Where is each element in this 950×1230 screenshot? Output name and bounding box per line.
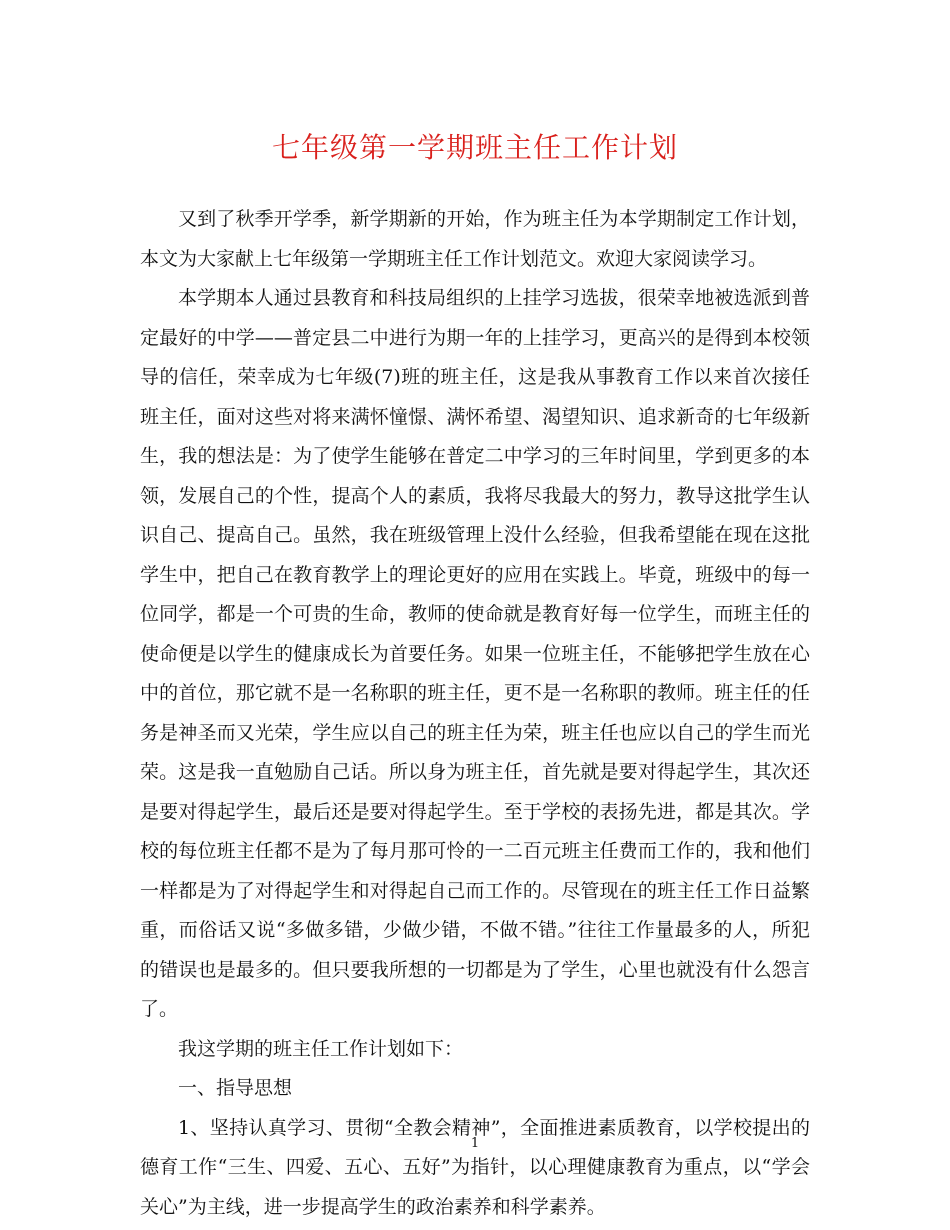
- paragraph-intro: 又到了秋季开学季，新学期新的开始，作为班主任为本学期制定工作计划，本文为大家献上七年级第一学期班主任工作计划范文。欢迎大家阅读学习。: [140, 208, 810, 270]
- paragraph-item-1: 1、坚持认真学习、贯彻“全教会精神”，全面推进素质教育，以学校提出的德育工作“三生、四爱、五心、五好”为指针，以心理健康教育为重点，以“学会关心”为主线，进一步提高学生的政治素养和科学素养。: [140, 1116, 810, 1218]
- document-body: [140, 200, 810, 1227]
- section-heading-guiding-ideology: 一、指导思想: [178, 1077, 293, 1099]
- paragraph-plan-lead: 我这学期的班主任工作计划如下：: [178, 1037, 464, 1060]
- page-number: 1: [470, 1136, 480, 1151]
- paragraph-main: 本学期本人通过县教育和科技局组织的上挂学习选拔，很荣幸地被选派到普定最好的中学——普定县二中进行为期一年的上挂学习，更高兴的是得到本校领导的信任，荣幸成为七年级(7)班的班主任，这是我从事教育工作以来首次接任班主任，面对这些对将来满怀憧憬、满怀希望、渴望知识、追求新奇的七年级新生，我的想法是：为了使学生能够在普定二中学习的三年时间里，学到更多的本领，发展自己的个性，提高个人的素质，我将尽我最大的努力，教导这批学生认识自己、提高自己。虽然，我在班级管理上没什么经验，但我希望能在现在这批学生中，把自己在教育教学上的理论更好的应用在实践上。毕竟，班级中的每一位同学，都是一个可贵的生命，教师的使命就是教育好每一位学生，而班主任的使命便是以学生的健康成长为首要任务。如果一位班主任，不能够把学生放在心中的首位，那它就不是一名称职的班主任，更不是一名称职的教师。班主任的任务是神圣而又光荣，学生应以自己的班主任为荣，班主任也应以自己的学生而光荣。这是我一直勉励自己话。所以身为班主任，首先就是要对得起学生，其次还是要对得起学生，最后还是要对得起学生。至于学校的表扬先进，都是其次。学校的每位班主任都不是为了每月那可怜的一二百元班主任费而工作的，我和他们一样都是为了对得起学生和对得起自己而工作的。尽管现在的班主任工作日益繁重，而俗话又说“多做多错，少做少错，不做不错。”往往工作量最多的人，所犯的错误也是最多的。但只要我所想的一切都是为了学生，心里也就没有什么怨言了。: [140, 287, 810, 1020]
- document-title: 七年级第一学期班主任工作计划: [271, 131, 678, 164]
